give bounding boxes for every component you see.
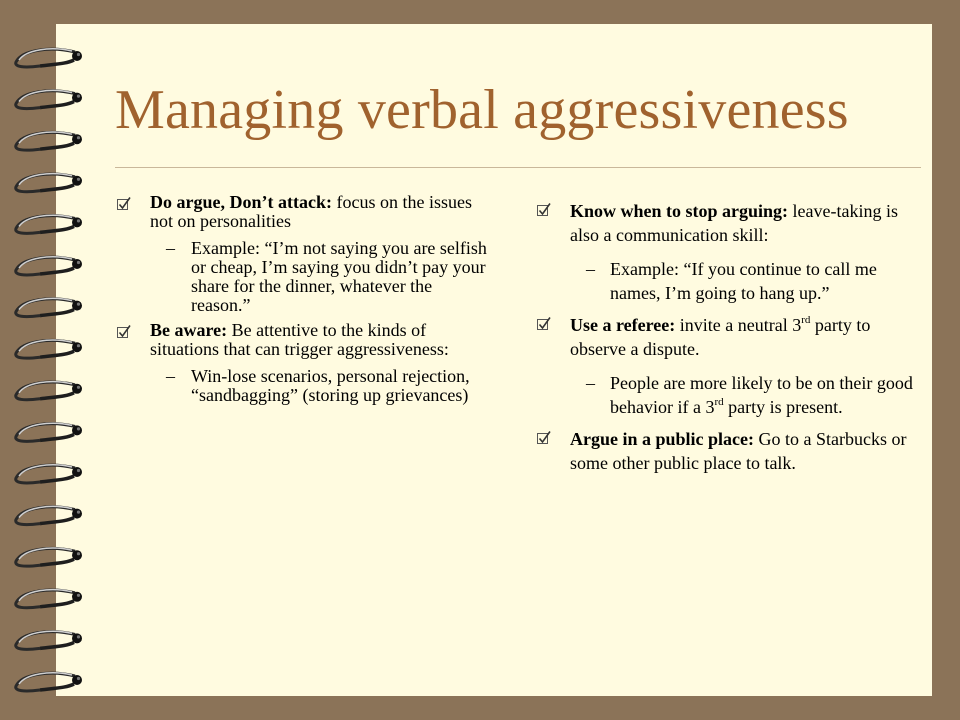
spiral-ring-icon: [16, 465, 82, 483]
spiral-ring-icon: [16, 215, 82, 233]
checkbox-check-icon: [536, 202, 552, 218]
sub-bullet-text: Example: “I’m not saying you are selfish or cheap, I’m saying you didn’t pay your share for the dinner, whatever the reason.”: [191, 238, 487, 315]
sub-bullet-text: party is present.: [723, 397, 843, 417]
sub-bullet-scenarios: [150, 367, 488, 405]
spiral-ring-icon: [16, 382, 82, 400]
ordinal-suffix: rd: [801, 314, 811, 326]
slide-title: Managing verbal aggressiveness: [115, 79, 849, 141]
bullet-text: party to observe a dispute.: [570, 315, 871, 359]
checkbox-check-icon: [116, 196, 132, 212]
right-column: [536, 199, 916, 483]
ordinal-suffix: rd: [714, 396, 724, 408]
spiral-ring-icon: [16, 90, 82, 108]
bullet-label: Do argue, Don’t attack:: [150, 192, 332, 212]
dash-marker: –: [586, 259, 595, 279]
title-divider: [115, 167, 921, 168]
bullet-know-when-to-stop: [536, 199, 916, 305]
bullet-text: invite a neutral 3: [675, 315, 802, 335]
checkbox-check-icon: [536, 316, 552, 332]
spiral-binding: [0, 0, 110, 720]
bullet-text: Be attentive to the kinds of situations that can trigger aggressiveness:: [150, 320, 449, 359]
spiral-ring-icon: [16, 590, 82, 608]
spiral-ring-icon: [16, 340, 82, 358]
sub-bullet-example: [570, 257, 916, 305]
dash-marker: –: [166, 238, 175, 258]
spiral-ring-icon: [16, 673, 82, 691]
bullet-text: leave-taking is also a communication skill:: [570, 201, 898, 245]
spiral-ring-icon: [16, 257, 82, 275]
sub-bullet-behavior: [570, 371, 916, 419]
spiral-ring-icon: [16, 506, 82, 524]
spiral-ring-icon: [16, 132, 82, 150]
spiral-ring-icon: [16, 631, 82, 649]
bullet-text: focus on the issues not on personalities: [150, 192, 472, 231]
checkbox-check-icon: [536, 430, 552, 446]
bullet-be-aware: [116, 321, 488, 405]
bullet-label: Be aware:: [150, 320, 228, 340]
spiral-ring-icon: [16, 298, 82, 316]
sub-bullet-text: Win-lose scenarios, personal rejection, “sandbagging” (storing up grievances): [191, 366, 470, 405]
bullet-label: Use a referee:: [570, 315, 676, 335]
dash-marker: –: [166, 366, 175, 386]
checkbox-check-icon: [116, 324, 132, 340]
bullet-do-argue: [116, 193, 488, 315]
sub-bullet-text: People are more likely to be on their good behavior if a 3: [610, 373, 913, 417]
sub-bullet-text: Example: “If you continue to call me names, I’m going to hang up.”: [610, 259, 877, 303]
spiral-ring-icon: [16, 174, 82, 192]
spiral-ring-icon: [16, 548, 82, 566]
bullet-use-a-referee: [536, 313, 916, 419]
bullet-label: Know when to stop arguing:: [570, 201, 789, 221]
dash-marker: –: [586, 373, 595, 393]
left-column: [116, 193, 488, 411]
bullet-text: Go to a Starbucks or some other public place to talk.: [570, 429, 907, 473]
bullet-public-place: [536, 427, 916, 475]
sub-bullet-example: [150, 239, 488, 315]
spiral-ring-icon: [16, 423, 82, 441]
bullet-label: Argue in a public place:: [570, 429, 755, 449]
spiral-ring-icon: [16, 49, 82, 67]
